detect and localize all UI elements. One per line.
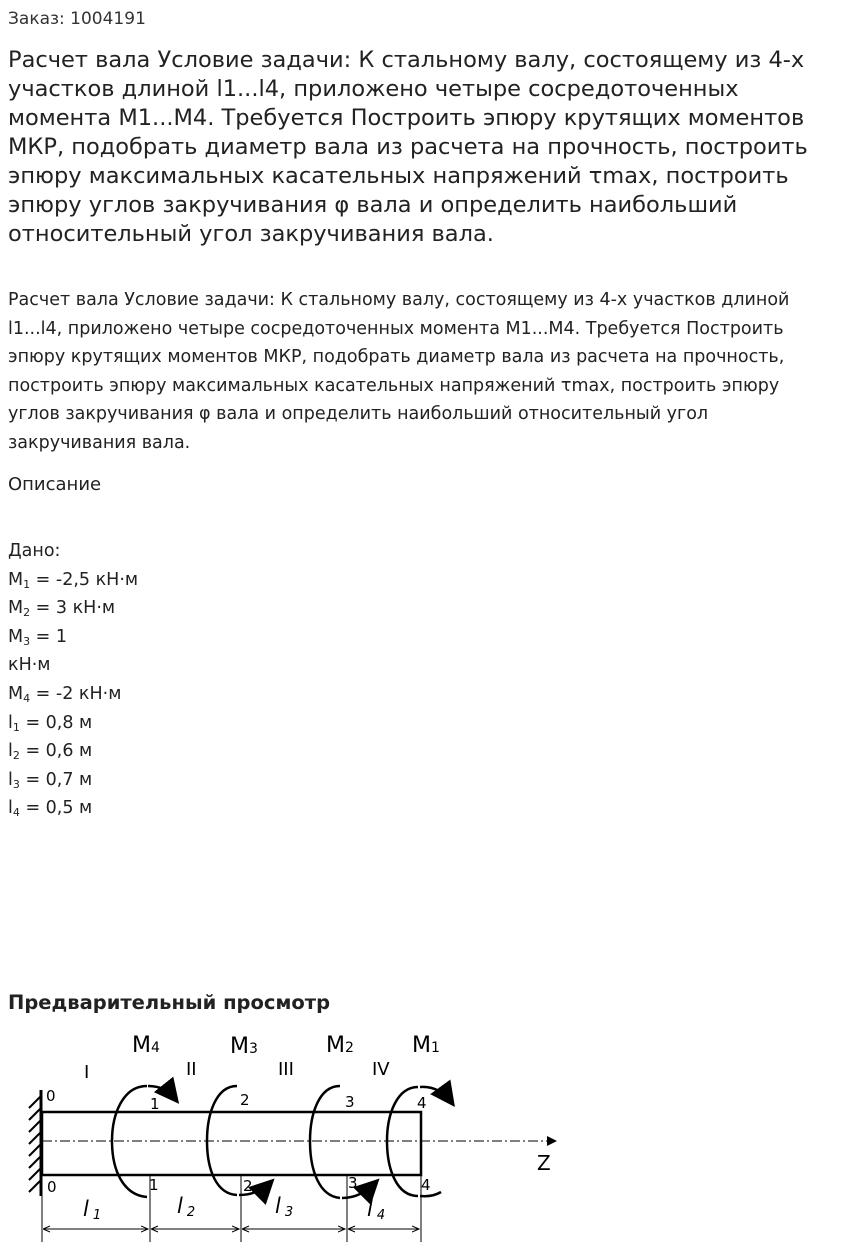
task-description: Расчет вала Условие задачи: К стальному валу, состоящему из 4-х участков длиной l1...l4, приложено четыре сосредоточенных момента M1...M4. Требуется Построить эпюру крутящих моментов MКР, подобрать диаметр вала из расчета на прочность, построить эпюру максимальных касательных напряжений τmax, построить эпюру углов закручивания φ вала и определить наибольший относительный угол закручивания вала.	[8, 290, 790, 453]
point-label-bottom-1: 1	[149, 1176, 159, 1194]
length-label-l4: l 4	[367, 1197, 386, 1223]
section-label-1: I	[84, 1062, 90, 1083]
given-data	[8, 537, 138, 823]
section-label-3: III	[278, 1059, 294, 1080]
shaft-diagram	[0, 1020, 600, 1249]
preview-label: Предварительный просмотр	[8, 991, 331, 1014]
point-label-bottom-0: 0	[47, 1178, 57, 1196]
order-number: Заказ: 1004191	[8, 9, 146, 29]
given-row: кН·м	[8, 655, 51, 676]
moment-label-m4: M4	[132, 1033, 160, 1058]
moment-label-m2: M2	[326, 1033, 354, 1058]
page-title: Расчет вала Условие задачи: К стальному валу, состоящему из 4-х участков длиной l1...l4, приложено четыре сосредоточенных момента M1...M4. Требуется Построить эпюру крутящих моментов MКР, подобрать диаметр вала из расчета на прочность, построить эпюру максимальных касательных напряжений τmax, построить эпюру углов закручивания φ вала и определить наибольший относительный угол закручивания вала.	[8, 47, 808, 247]
description-label: Описание	[8, 474, 102, 495]
moment-label-m1: M1	[412, 1033, 440, 1058]
point-label-bottom-4: 4	[421, 1176, 431, 1194]
given-title: Дано:	[8, 541, 61, 561]
point-label-top-4: 4	[417, 1094, 427, 1112]
given-row: $M_3 = 1$	[8, 626, 68, 648]
given-row: $l_1 = 0,8$ м	[8, 712, 93, 734]
point-label-bottom-3: 3	[348, 1174, 358, 1192]
moment-loop-m2	[310, 1086, 376, 1198]
given-row: $M_1 = -2,5$ кН·м	[8, 569, 139, 591]
length-label-l2: l 2	[177, 1194, 196, 1220]
point-label-bottom-2: 2	[243, 1177, 253, 1195]
point-label-top-2: 2	[240, 1091, 250, 1109]
given-row: $M_4 = -2$ кН·м	[8, 683, 122, 705]
given-row: $l_3 = 0,7$ м	[8, 769, 93, 791]
point-label-top-0: 0	[46, 1087, 56, 1105]
length-label-l3: l 3	[275, 1194, 294, 1220]
moment-label-m3: M3	[230, 1034, 258, 1059]
given-row: $l_4 = 0,5$ м	[8, 798, 93, 820]
point-label-top-1: 1	[150, 1095, 160, 1113]
point-label-top-3: 3	[345, 1093, 355, 1111]
fixed-support	[29, 1090, 41, 1196]
given-row: $M_2 = 3$ кН·м	[8, 598, 116, 620]
section-label-4: IV	[372, 1059, 390, 1080]
shaft-body	[42, 1112, 421, 1175]
section-label-2: II	[186, 1059, 197, 1080]
length-label-l1: l 1	[83, 1197, 102, 1223]
axis-label-z: Z	[537, 1151, 551, 1175]
given-row: $l_2 = 0,6$ м	[8, 741, 93, 763]
